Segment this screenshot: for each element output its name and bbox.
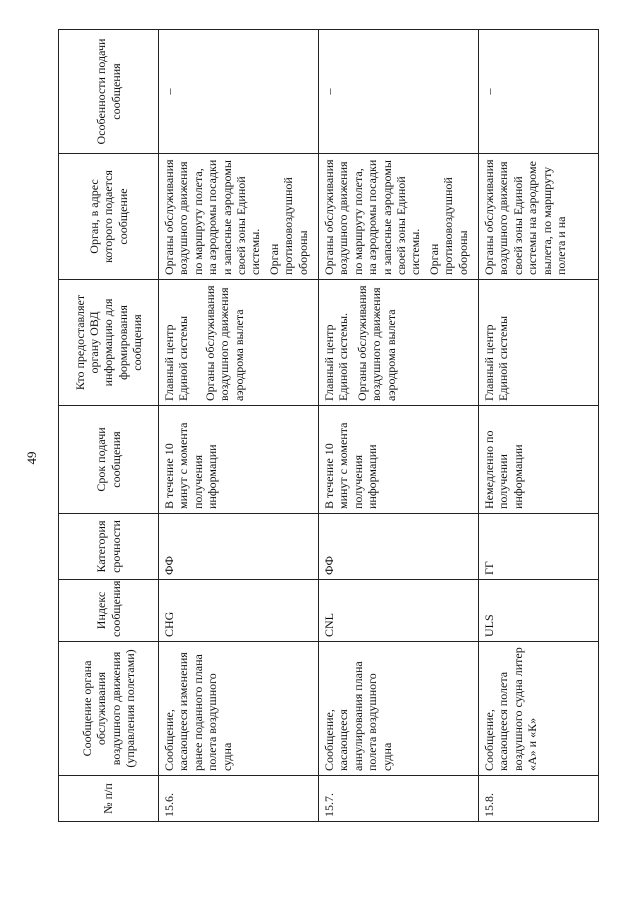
provider-line: Органы обслуживания воздушного движения аэродрома вылета — [202, 285, 246, 401]
cell-message: Сообщение, касающееся аннулирования плана полета воздушного судна — [319, 642, 479, 776]
cell-num: 15.7. — [319, 776, 479, 822]
table-row — [479, 30, 599, 822]
cell-deadline: В течение 10 минут с момента получения информации — [159, 406, 319, 514]
provider-line: Главный центр Единой системы. — [322, 312, 351, 401]
header-deadline: Срок подачи сообщения — [59, 406, 159, 514]
cell-notes: – — [159, 30, 319, 154]
cell-num: 15.6. — [159, 776, 319, 822]
cell-num: 15.8. — [479, 776, 599, 822]
cell-recipient — [159, 154, 319, 280]
cell-index: CNL — [319, 580, 479, 642]
cell-message: Сообщение, касающееся изменения ранее поданного плана полета воздушного судна — [159, 642, 319, 776]
cell-category: ГГ — [479, 514, 599, 580]
header-provider: Кто предоставляет органу ОВД информацию для формирования сообщения — [59, 280, 159, 406]
header-category: Категория срочности — [59, 514, 159, 580]
cell-message: Сообщение, касающееся полета воздушного судна литер «А» и «К» — [479, 642, 599, 776]
page-number: 49 — [24, 451, 39, 465]
recipient-line: Орган противовоздушной обороны — [266, 177, 310, 275]
cell-provider — [159, 280, 319, 406]
regulation-table — [58, 29, 599, 822]
header-index: Индекс сообщения — [59, 580, 159, 642]
cell-recipient — [319, 154, 479, 280]
regulation-table-wrapper — [58, 30, 598, 822]
cell-category: ФФ — [319, 514, 479, 580]
table-row — [319, 30, 479, 822]
cell-category: ФФ — [159, 514, 319, 580]
cell-notes: – — [319, 30, 479, 154]
provider-line: Органы обслуживания воздушного движения аэродрома вылета — [354, 285, 398, 401]
cell-deadline: В течение 10 минут с момента получения информации — [319, 406, 479, 514]
table-row — [159, 30, 319, 822]
table-header-row — [59, 30, 159, 822]
cell-recipient — [479, 154, 599, 280]
provider-line: Главный центр Единой системы — [162, 315, 191, 401]
header-recipient: Орган, в адрес которого подается сообщение — [59, 154, 159, 280]
cell-provider — [479, 280, 599, 406]
recipient-line: Органы обслуживания воздушного движения по маршруту полета, на аэродромы посадки и запасные аэродромы своей зоны Единой системы. — [162, 159, 263, 275]
header-message: Сообщение органа обслуживания воздушного движения (управления полетами) — [59, 642, 159, 776]
header-notes: Особенности подачи сообщения — [59, 30, 159, 154]
recipient-line: Органы обслуживания воздушного движения по маршруту полета, на аэродромы посадки и запасные аэродромы своей зоны Единой системы. — [322, 159, 423, 275]
recipient-line: Орган противовоздушной обороны — [426, 177, 470, 275]
cell-deadline: Немедленно по получении информации — [479, 406, 599, 514]
header-num: № п/п — [59, 776, 159, 822]
cell-index: CHG — [159, 580, 319, 642]
cell-provider — [319, 280, 479, 406]
recipient-line: Органы обслуживания воздушного движения своей зоны Единой системы на аэродроме вылета, по маршруту полета и на — [482, 159, 568, 275]
cell-notes: – — [479, 30, 599, 154]
cell-index: ULS — [479, 580, 599, 642]
provider-line: Главный центр Единой системы — [482, 315, 511, 401]
